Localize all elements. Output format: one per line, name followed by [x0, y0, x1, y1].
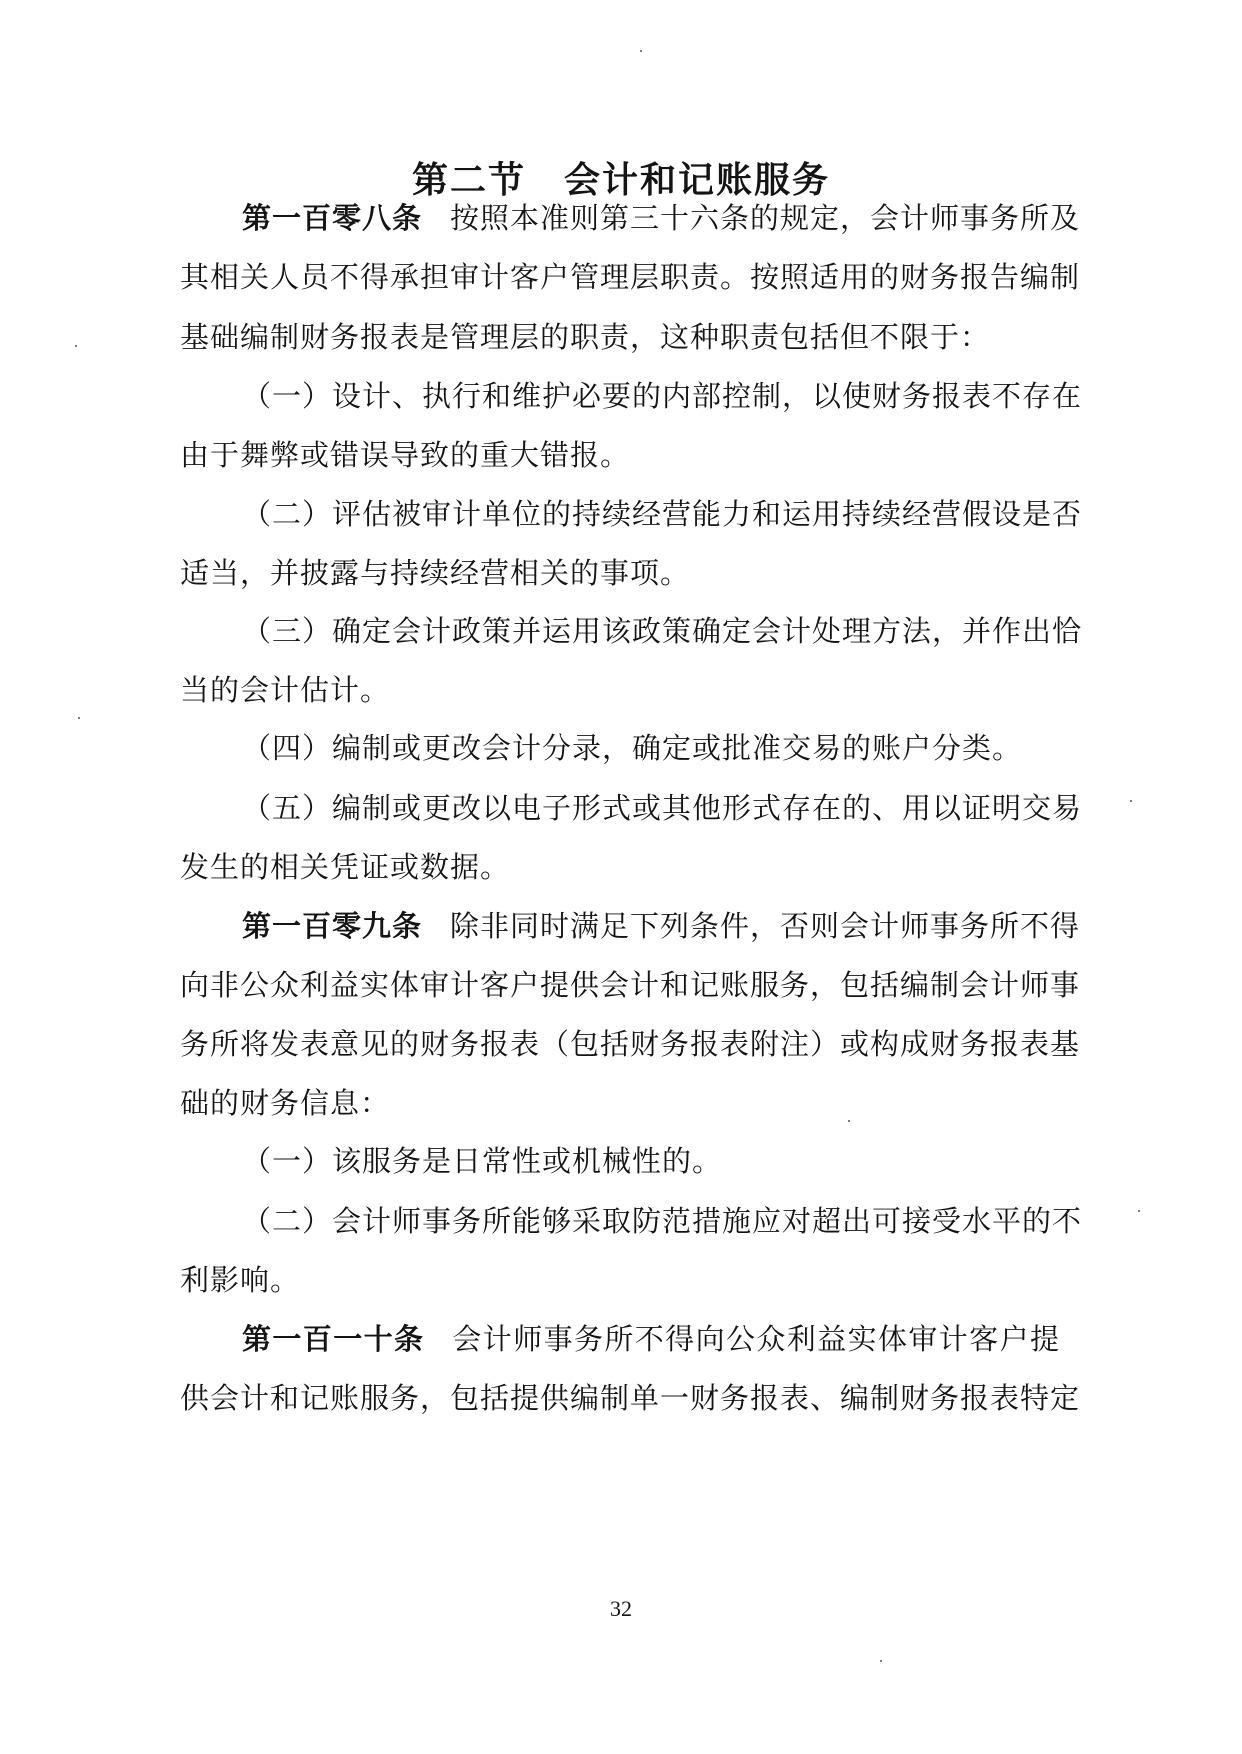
- article-109-line-3: 务所将发表意见的财务报表（包括财务报表附注）或构成财务报表基: [180, 1027, 1081, 1061]
- article-108-line-1: [242, 198, 1081, 238]
- article-108-number: 第一百零八条: [242, 201, 423, 235]
- article-108-item-3-line-1: （三）确定会计政策并运用该政策确定会计处理方法，并作出恰: [242, 614, 1083, 648]
- page-number: 32: [610, 1596, 632, 1621]
- article-108-item-1-line-1: （一）设计、执行和维护必要的内部控制，以使财务报表不存在: [242, 379, 1083, 413]
- article-108-item-5-line-2: 发生的相关凭证或数据。: [180, 850, 511, 884]
- article-109-line-4: 础的财务信息：: [180, 1086, 391, 1120]
- article-108-item-2-line-2: 适当，并披露与持续经营相关的事项。: [180, 556, 691, 590]
- article-108-item-3-line-2: 当的会计估计。: [180, 673, 391, 707]
- article-110-line-2: 供会计和记账服务，包括提供编制单一财务报表、编制财务报表特定: [180, 1381, 1081, 1415]
- scan-speck: [1138, 1210, 1140, 1212]
- article-109-text-1: 除非同时满足下列条件，否则会计师事务所不得: [450, 909, 1081, 943]
- article-108-item-5-line-1: （五）编制或更改以电子形式或其他形式存在的、用以证明交易: [242, 791, 1083, 825]
- scan-speck: [1130, 800, 1132, 802]
- article-108-line-2: 其相关人员不得承担审计客户管理层职责。按照适用的财务报告编制: [180, 260, 1081, 294]
- article-109-line-1: [242, 906, 1081, 946]
- article-110-line-1: [242, 1319, 1060, 1359]
- scan-speck: [640, 50, 642, 52]
- article-108-item-4-line-1: （四）编制或更改会计分录，确定或批准交易的账户分类。: [242, 731, 1023, 765]
- article-109-line-2: 向非公众利益实体审计客户提供会计和记账服务，包括编制会计师事: [180, 968, 1081, 1002]
- article-110-text-1: 会计师事务所不得向公众利益实体审计客户提: [452, 1322, 1060, 1356]
- article-109-item-2-line-1: （二）会计师事务所能够采取防范措施应对超出可接受水平的不: [242, 1204, 1083, 1238]
- article-109-number: 第一百零九条: [242, 909, 423, 943]
- article-108-item-1-line-2: 由于舞弊或错误导致的重大错报。: [180, 438, 631, 472]
- article-108-item-2-line-1: （二）评估被审计单位的持续经营能力和运用持续经营假设是否: [242, 497, 1083, 531]
- scan-speck: [880, 1660, 882, 1662]
- article-108-text-1: 按照本准则第三十六条的规定，会计师事务所及: [450, 201, 1081, 235]
- scan-speck: [75, 345, 77, 347]
- article-110-number: 第一百一十条: [242, 1322, 425, 1356]
- article-109-item-1-line-1: （一）该服务是日常性或机械性的。: [242, 1144, 723, 1178]
- section-title: 第二节 会计和记账服务: [411, 159, 830, 201]
- article-109-item-2-line-2: 利影响。: [180, 1263, 301, 1297]
- article-108-line-3: 基础编制财务报表是管理层的职责，这种职责包括但不限于：: [180, 320, 991, 354]
- scan-speck: [848, 1120, 850, 1122]
- scan-speck: [78, 717, 80, 719]
